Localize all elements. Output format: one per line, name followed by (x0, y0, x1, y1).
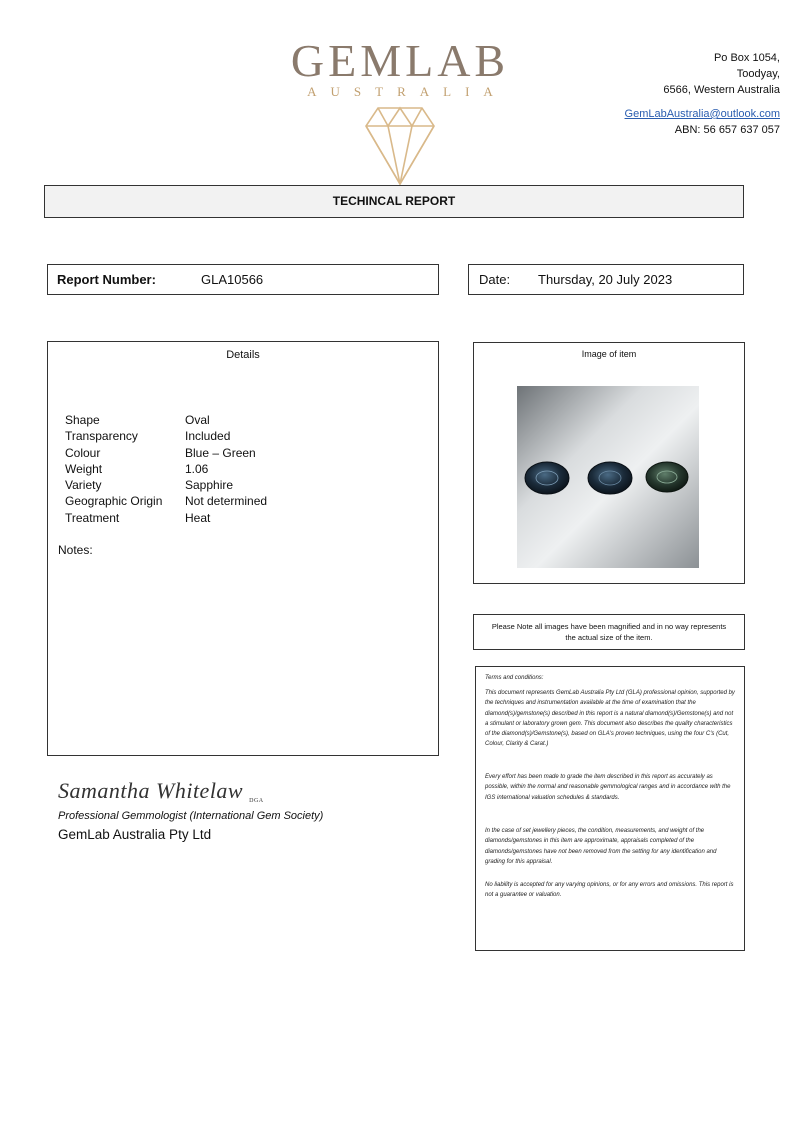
detail-value: 1.06 (185, 461, 209, 476)
report-number-value: GLA10566 (201, 272, 264, 287)
terms-panel (475, 666, 745, 951)
date-box (468, 264, 744, 295)
details-panel (47, 341, 439, 756)
logo-wordmark: GEMLAB (290, 35, 510, 86)
table-row (65, 510, 267, 526)
table-row (65, 461, 267, 477)
report-number-label: Report Number: (57, 272, 156, 287)
image-panel (473, 342, 745, 584)
detail-key: Variety (65, 478, 102, 493)
company-address (625, 50, 780, 138)
detail-value: Oval (185, 413, 210, 427)
date-value: Thursday, 20 July 2023 (538, 272, 673, 287)
address-line-1: Po Box 1054, (713, 52, 780, 64)
image-disclaimer: Please Note all images have been magnified and in no way represents the actual size of the item. (491, 622, 727, 642)
company-name: GemLab Australia Pty Ltd (58, 827, 212, 842)
detail-key: Transparency (65, 429, 138, 444)
table-row (65, 428, 267, 444)
gemmologist-role: Professional Gemmologist (International Gem Society) (58, 810, 324, 822)
gemlab-logo (280, 36, 520, 156)
detail-key: Shape (65, 413, 100, 427)
address-line-2: Toodyay, (736, 68, 780, 80)
report-title: TECHINCAL REPORT (332, 194, 456, 208)
detail-value: Blue – Green (185, 445, 256, 460)
table-row (65, 445, 267, 461)
signature (58, 778, 264, 804)
terms-paragraph-1: This document represents GemLab Australia Pty Ltd (GLA) professional opinion, supported by the techniques and instrumentation available at the time of examination that the diamond(s)/gemstone(s) described in this report is a natural diamond(s)/Gemstone(s) and not a stimulant or laboratory grown gem. This document also describes the quality characteristics of the diamond(s)/Gemstone(s), based on GLA's proven techniques, using the four C's (Cut, Colour, Clarity & Carat.) (485, 690, 735, 748)
address-line-3: 6566, Western Australia (663, 84, 780, 96)
table-row (65, 477, 267, 493)
detail-value: Included (185, 429, 231, 444)
notes-label: Notes: (58, 543, 93, 557)
detail-value: Heat (185, 510, 211, 525)
gemstone-photo (517, 386, 699, 568)
logo-subtitle: AUSTRALIA (307, 84, 507, 99)
detail-key: Colour (65, 445, 101, 460)
terms-paragraph-2: Every effort has been made to grade the item described in this report as accurately as possible, within the normal and reasonable gemmological ranges and in accordance with the IGS international valuation schedules & standards. (485, 774, 731, 801)
email-link[interactable]: GemLabAustralia@outlook.com (624, 108, 780, 120)
signature-name: Samantha Whitelaw (58, 778, 244, 803)
table-row (65, 493, 267, 509)
image-disclaimer-box (473, 614, 745, 650)
report-number-box (47, 264, 439, 295)
details-heading: Details (226, 349, 260, 361)
abn-number: ABN: 56 657 637 057 (674, 124, 780, 136)
detail-key: Geographic Origin (65, 494, 163, 509)
diamond-icon (364, 104, 436, 188)
date-label: Date: (479, 272, 511, 287)
details-table (65, 412, 267, 526)
detail-value: Not determined (185, 494, 268, 509)
detail-value: Sapphire (185, 478, 234, 493)
terms-paragraph-4: No liability is accepted for any varying opinions, or for any errors and omissions. This report is not a guarantee or valuation. (485, 882, 734, 899)
signature-suffix: DGA (249, 798, 264, 804)
terms-paragraph-3: In the case of set jewellery pieces, the condition, measurements, and weight of the diamonds/gemstones in this item are approximate, appraisals completed of the diamonds/gemstones have not been removed from the setting for any identification and grading for this appraisal. (485, 828, 717, 865)
terms-heading: Terms and conditions: (485, 675, 544, 681)
detail-key: Weight (65, 461, 103, 476)
table-row (65, 412, 267, 428)
report-title-box (44, 185, 744, 218)
image-heading: Image of item (581, 349, 637, 359)
detail-key: Treatment (65, 510, 120, 525)
